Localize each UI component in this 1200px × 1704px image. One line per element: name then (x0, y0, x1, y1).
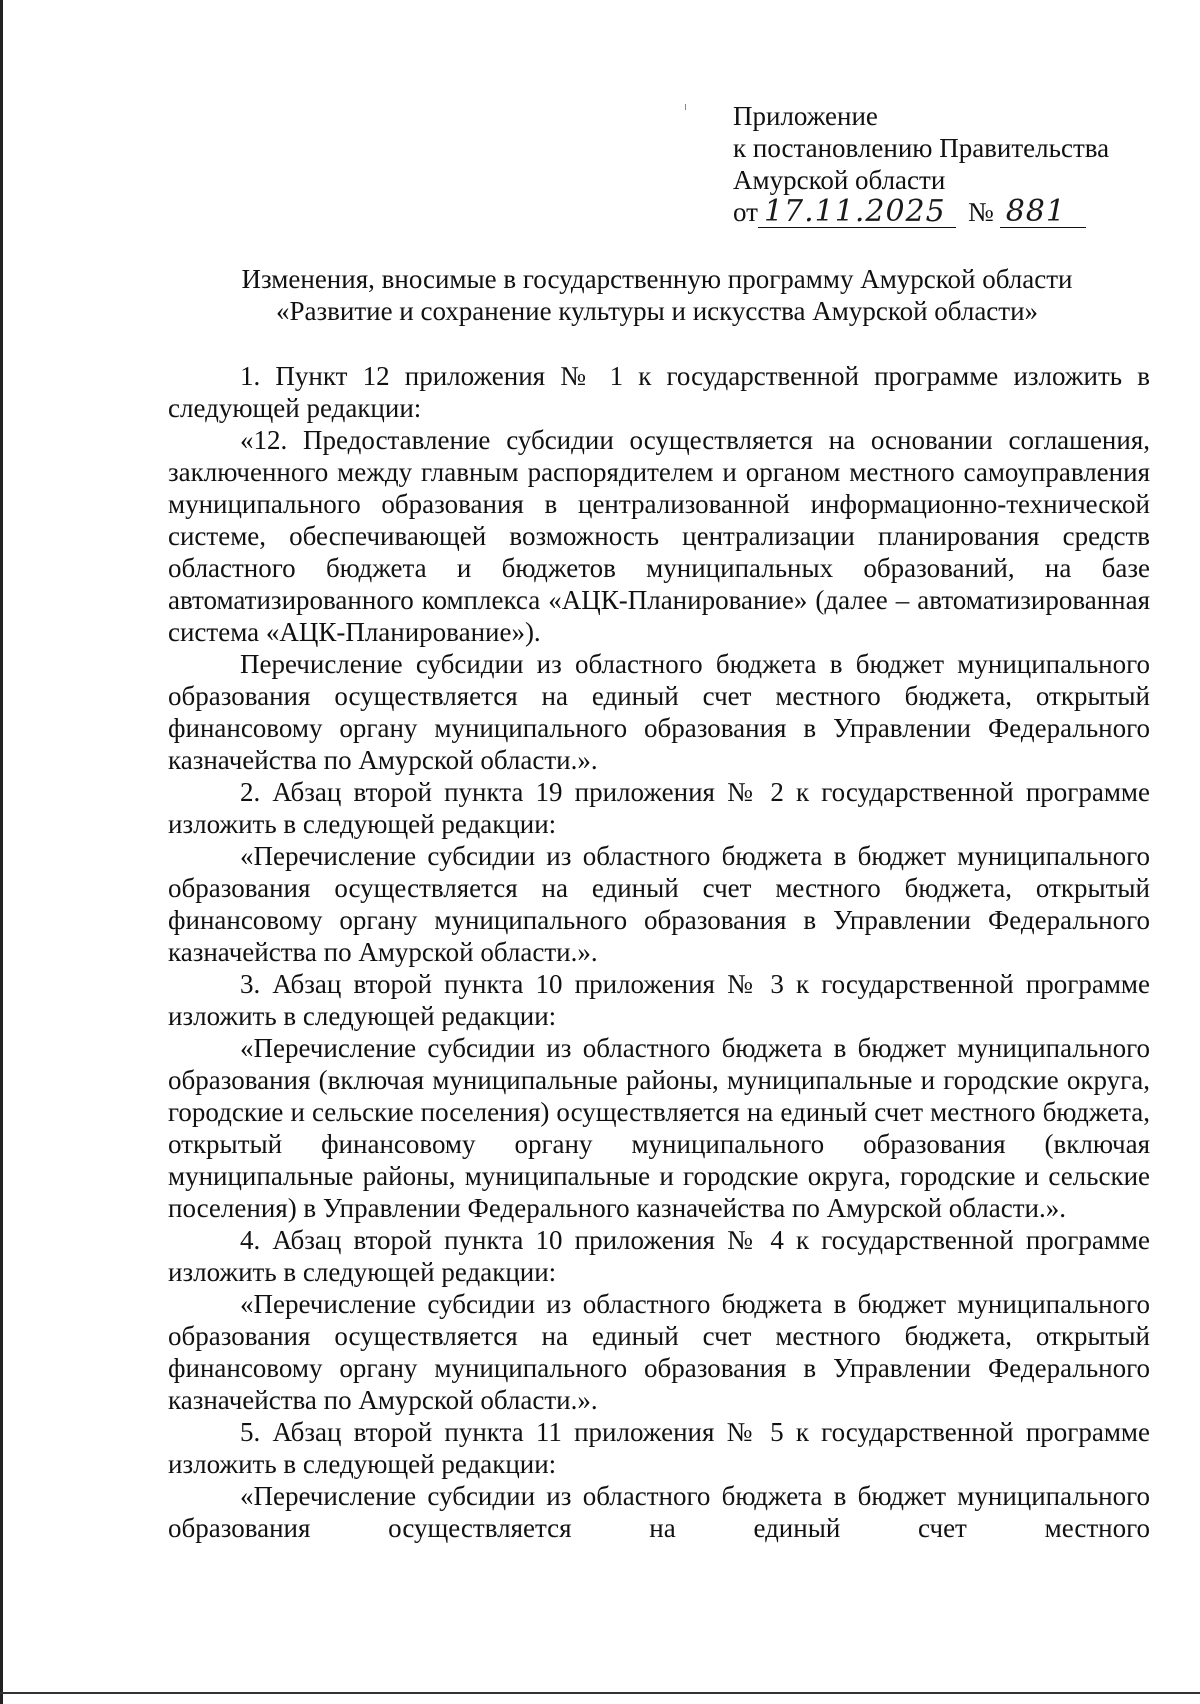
title-line-1: Изменения, вносимые в государственную программу Амурской области (241, 264, 1073, 294)
document-title (168, 263, 1146, 327)
paragraph-item-2: 2. Абзац второй пункта 19 приложения № 2 к государственной программе изложить в следующей редакции: (168, 777, 1150, 839)
approval-line-3: Амурской области (733, 165, 946, 195)
scan-edge-bottom (0, 1692, 1200, 1694)
approval-date-line (733, 196, 1109, 228)
title-line-2: «Развитие и сохранение культуры и искусства Амурской области» (275, 296, 1039, 326)
paragraph-quote-1: «12. Предоставление субсидии осуществляется на основании соглашения, заключенного между главным распорядителем и органом местного самоуправления муниципального образования в централизованной информационно-технической системе, обеспечивающей возможность централизации планирования средств областного бюджета и бюджетов муниципальных образований, на базе автоматизированного комплекса «АЦК-Планирование» (далее – автоматизированная система «АЦК-Планирование»). (168, 425, 1150, 647)
date-prefix: от (733, 197, 758, 227)
document-body (168, 360, 1150, 1544)
approval-block (733, 100, 1109, 228)
paragraph-quote-4: «Перечисление субсидии из областного бюджета в бюджет муниципального образования осуществляется на единый счет местного бюджета, открытый финансовому органу муниципального образования в Управлении Федерального казначейства по Амурской области.». (168, 1289, 1150, 1415)
paragraph-quote-5: «Перечисление субсидии из областного бюджета в бюджет муниципального образования осуществляется на единый счет местного (168, 1481, 1150, 1543)
handwritten-number: 881 (1000, 197, 1086, 228)
paragraph-quote-3: «Перечисление субсидии из областного бюджета в бюджет муниципального образования (включая муниципальные районы, муниципальные и городские округа, городские и сельские поселения) осуществляется на единый счет местного бюджета, открытый финансовому органу муниципального образования (включая муниципальные районы, муниципальные и городские округа, городские и сельские поселения) в Управлении Федерального казначейства по Амурской области.». (168, 1033, 1150, 1223)
paragraph-quote-1-cont: Перечисление субсидии из областного бюджета в бюджет муниципального образования осуществляется на единый счет местного бюджета, открытый финансовому органу муниципального образования в Управлении Федерального казначейства по Амурской области.». (168, 649, 1150, 775)
paragraph-item-3: 3. Абзац второй пункта 10 приложения № 3 к государственной программе изложить в следующей редакции: (168, 969, 1150, 1031)
paragraph-item-1: 1. Пункт 12 приложения № 1 к государственной программе изложить в следующей редакции: (168, 361, 1150, 423)
handwritten-date: 17.11.2025 (758, 197, 956, 228)
approval-line-2: к постановлению Правительства (733, 133, 1110, 163)
approval-line-1: Приложение (733, 101, 878, 131)
scan-edge-left (0, 0, 3, 1704)
paragraph-item-5: 5. Абзац второй пункта 11 приложения № 5 к государственной программе изложить в следующей редакции: (168, 1417, 1150, 1479)
number-sign: № (967, 197, 994, 227)
paragraph-quote-2: «Перечисление субсидии из областного бюджета в бюджет муниципального образования осуществляется на единый счет местного бюджета, открытый финансовому органу муниципального образования в Управлении Федерального казначейства по Амурской области.». (168, 841, 1150, 967)
paragraph-item-4: 4. Абзац второй пункта 10 приложения № 4 к государственной программе изложить в следующей редакции: (168, 1225, 1150, 1287)
scan-artifact (685, 104, 686, 110)
